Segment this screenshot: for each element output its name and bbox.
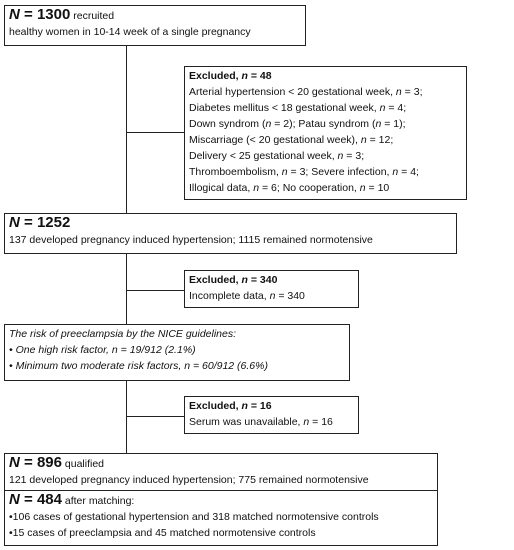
connector-excl2 [126,290,184,291]
reason-value: = 340 [275,290,305,302]
part-post: = 2); Patau syndrom ( [271,118,376,130]
n-symbol: N [9,214,20,231]
part-pre: Thromboembolism, [189,166,282,178]
n-value: = 1300 [19,6,71,23]
part-post: = 12; [366,134,394,146]
n-suffix: recruited [70,10,115,22]
excluded-reason [189,100,462,116]
nice-title: The risk of preeclampsia by the NICE guidelines: [9,328,237,340]
part-n: n [379,102,386,114]
part-n: n [281,166,288,178]
recruited-box [4,5,306,46]
n-symbol: n [241,70,248,82]
excluded-label: Excluded, [189,274,239,286]
cohort-description: 137 developed pregnancy induced hypertension; 1115 remained normotensive [9,234,373,246]
matched-box [4,490,438,546]
excluded-reason [189,116,462,132]
cohort-box [4,213,457,254]
excluded-box-1 [184,66,467,200]
excluded-box-2 [184,270,359,308]
part-n: n [360,134,367,146]
part-post: = 3; [343,150,365,162]
excluded-reason [189,288,354,304]
part-post: = 3; [401,86,423,98]
connector-excl3 [126,416,184,417]
part-post: = 3; Severe infection, [287,166,393,178]
n-symbol: N [9,454,20,471]
part-n2: n [392,166,399,178]
excluded-reason [189,414,354,430]
n-value: = 1252 [19,214,71,231]
excluded-header [189,272,354,288]
reason-text: Serum was unavailable, [189,416,304,428]
nice-item-moderate-risk: • Minimum two moderate risk factors, n = 60/912 (6.6%) [9,360,268,372]
part-post2: = 1); [381,118,406,130]
part-n2: n [359,182,366,194]
n-symbol: N [9,6,20,23]
n-symbol: n [303,416,310,428]
n-symbol: N [9,491,20,508]
excluded-reason [189,180,462,196]
recruited-description: healthy women in 10-14 week of a single pregnancy [9,26,251,38]
excluded-header [189,398,354,414]
part-pre: Delivery < 25 gestational week, [189,150,338,162]
part-n: n [253,182,260,194]
n-symbol: n [269,290,276,302]
part-post2: = 10 [365,182,390,194]
connector-main-2 [126,254,127,324]
excluded-label: Excluded, [189,400,239,412]
reason-value: = 16 [309,416,333,428]
excluded-box-3 [184,396,359,434]
connector-excl1 [126,132,184,133]
recruited-count [9,7,301,24]
excluded-value: = 48 [247,70,272,82]
n-suffix: after matching: [61,495,135,507]
n-symbol: n [241,274,248,286]
part-n2: n [375,118,382,130]
excluded-reason [189,164,462,180]
part-pre: Miscarriage (< 20 gestational week), [189,134,361,146]
qualified-box [4,453,438,491]
matched-item-gestational: •106 cases of gestational hypertension and 318 matched normotensive controls [9,511,379,523]
part-n: n [337,150,344,162]
n-value: = 896 [19,454,62,471]
connector-main-1 [126,45,127,213]
n-suffix: qualified [61,458,104,470]
n-symbol: n [241,400,248,412]
part-post: = 6; No cooperation, [259,182,360,194]
part-pre: Diabetes mellitus < 18 gestational week, [189,102,380,114]
part-pre: Illogical data, [189,182,254,194]
excluded-reason [189,148,462,164]
excluded-value: = 16 [247,400,272,412]
part-n: n [265,118,272,130]
excluded-reason [189,84,462,100]
n-value: = 484 [19,491,62,508]
nice-item-high-risk: • One high risk factor, n = 19/912 (2.1%) [9,344,196,356]
excluded-label: Excluded, [189,70,239,82]
excluded-reason [189,132,462,148]
part-pre: Arterial hypertension < 20 gestational week, [189,86,396,98]
qualified-count [9,455,433,472]
part-pre: Down syndrom ( [189,118,266,130]
cohort-count [9,215,452,232]
matched-count [9,492,433,509]
part-post: = 4; [385,102,407,114]
qualified-description: 121 developed pregnancy induced hypertension; 775 remained normotensive [9,474,369,486]
nice-risk-box [4,324,350,381]
excluded-header [189,68,462,84]
reason-text: Incomplete data, [189,290,270,302]
part-n: n [395,86,402,98]
excluded-value: = 340 [247,274,278,286]
part-post2: = 4; [398,166,419,178]
matched-item-preeclampsia: •15 cases of preeclampsia and 45 matched normotensive controls [9,527,316,539]
